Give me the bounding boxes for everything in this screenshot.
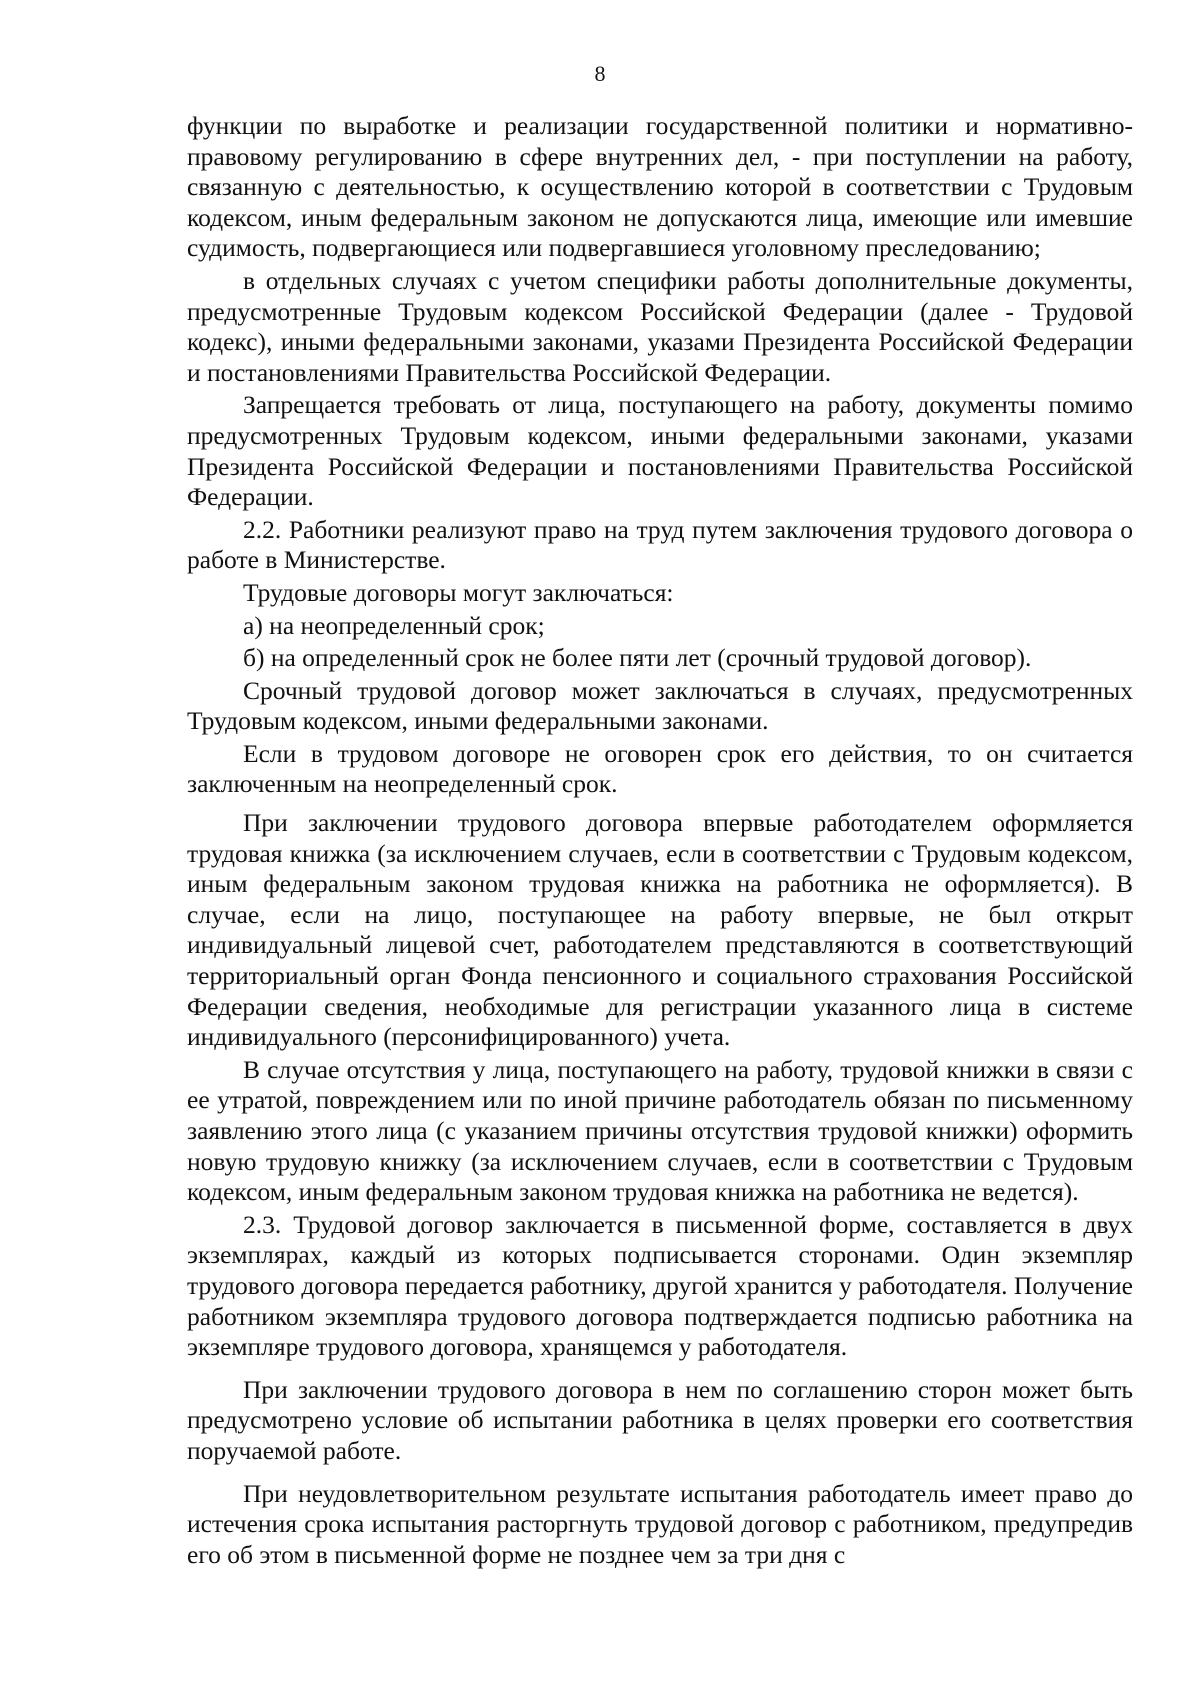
page-number: 8: [594, 61, 606, 86]
paragraph: При неудовлетворительном результате испытания работодатель имеет право до истечения срока испытания расторгнуть трудовой договор с работником, предупредив его об этом в письменной форме не позднее чем за три дня с: [187, 1478, 1133, 1569]
paragraph: При заключении трудового договора впервые работодателем оформляется трудовая книжка (за исключением случаев, если в соответствии с Трудовым кодексом, иным федеральным законом трудовая книжка на работника не оформляется). В случае, если на лицо, поступающее на работу впервые, не был открыт индивидуальный лицевой счет, работодателем представляются в соответствующий территориальный орган Фонда пенсионного и социального страхования Российской Федерации сведения, необходимые для регистрации указанного лица в системе индивидуального (персонифицированного) учета.: [187, 808, 1133, 1052]
list-item: б) на определенный срок не более пяти лет (срочный трудовой договор).: [243, 643, 1032, 673]
paragraph: В случае отсутствия у лица, поступающего на работу, трудовой книжки в связи с ее утратой, повреждением или по иной причине работодатель обязан по письменному заявлению этого лица (с указанием причины отсутствия трудовой книжки) оформить новую трудовую книжку (за исключением случаев, если в соответствии с Трудовым кодексом, иным федеральным законом трудовая книжка на работника не ведется).: [187, 1054, 1133, 1207]
paragraph: При заключении трудового договора в нем по соглашению сторон может быть предусмотрено условие об испытании работника в целях проверки его соответствия поручаемой работе.: [187, 1374, 1133, 1465]
paragraph: Если в трудовом договоре не оговорен срок его действия, то он считается заключенным на неопределенный срок.: [187, 738, 1133, 799]
list-item: а) на неопределенный срок;: [243, 610, 545, 640]
document-body: [187, 111, 1133, 1570]
paragraph: Трудовые договоры могут заключаться:: [243, 577, 674, 607]
paragraph: 2.2. Работники реализуют право на труд путем заключения трудового договора о работе в Министерстве.: [187, 514, 1133, 575]
paragraph: функции по выработке и реализации государственной политики и нормативно-правовому регулированию в сфере внутренних дел, - при поступлении на работу, связанную с деятельностью, к осуществлению которой в соответствии с Трудовым кодексом, иным федеральным законом не допускаются лица, имеющие или имевшие судимость, подвергающиеся или подвергавшиеся уголовному преследованию;: [187, 111, 1133, 263]
paragraph: 2.3. Трудовой договор заключается в письменной форме, составляется в двух экземплярах, каждый из которых подписывается сторонами. Один экземпляр трудового договора передается работнику, другой хранится у работодателя. Получение работником экземпляра трудового договора подтверждается подписью работника на экземпляре трудового договора, хранящемся у работодателя.: [187, 1209, 1133, 1362]
paragraph: Запрещается требовать от лица, поступающего на работу, документы помимо предусмотренных Трудовым кодексом, иными федеральными законами, указами Президента Российской Федерации и постановлениями Правительства Российской Федерации.: [187, 390, 1133, 512]
paragraph: Срочный трудовой договор может заключаться в случаях, предусмотренных Трудовым кодексом, иными федеральными законами.: [187, 675, 1133, 736]
paragraph: в отдельных случаях с учетом специфики работы дополнительные документы, предусмотренные Трудовым кодексом Российской Федерации (далее - Трудовой кодекс), иными федеральными законами, указами Президента Российской Федерации и постановлениями Правительства Российской Федерации.: [187, 265, 1133, 387]
